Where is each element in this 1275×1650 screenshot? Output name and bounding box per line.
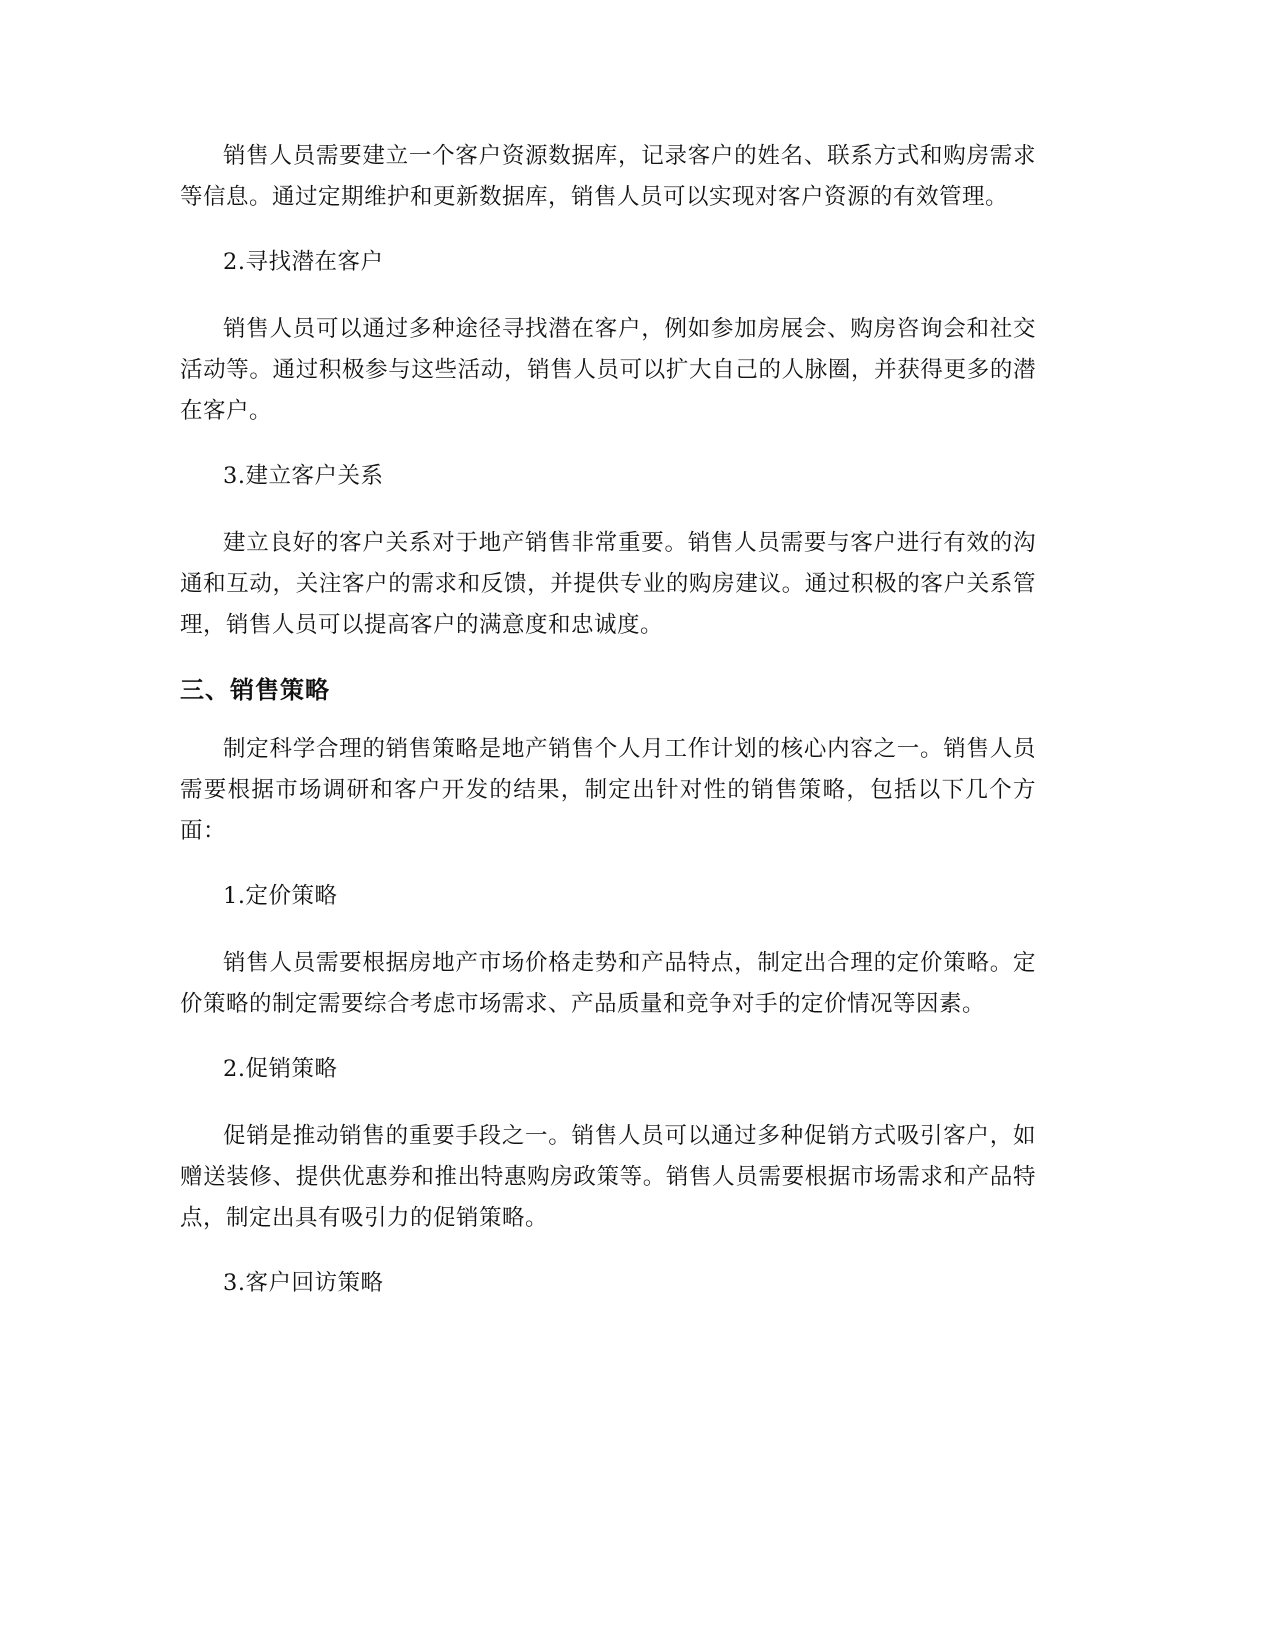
document-body xyxy=(180,136,1036,1330)
paragraph-promotion-strategy: 促销是推动销售的重要手段之一。销售人员可以通过多种促销方式吸引客户，如赠送装修、提供优惠券和推出特惠购房政策等。销售人员需要根据市场需求和产品特点，制定出具有吸引力的促销策略。 xyxy=(180,1123,1036,1231)
paragraph-pricing-strategy: 销售人员需要根据房地产市场价格走势和产品特点，制定出合理的定价策略。定价策略的制定需要综合考虑市场需求、产品质量和竞争对手的定价情况等因素。 xyxy=(180,950,1036,1017)
paragraph-find-potential-clients: 销售人员可以通过多种途径寻找潜在客户，例如参加房展会、购房咨询会和社交活动等。通过积极参与这些活动，销售人员可以扩大自己的人脉圈，并获得更多的潜在客户。 xyxy=(180,316,1036,424)
section-heading-sales-strategy: 三、销售策略 xyxy=(180,676,330,704)
subheading-pricing-strategy: 1.定价策略 xyxy=(223,883,338,909)
paragraph-build-client-relations: 建立良好的客户关系对于地产销售非常重要。销售人员需要与客户进行有效的沟通和互动，关注客户的需求和反馈，并提供专业的购房建议。通过积极的客户关系管理，销售人员可以提高客户的满意度和忠诚度。 xyxy=(180,530,1036,638)
subheading-find-potential-clients: 2.寻找潜在客户 xyxy=(223,249,384,275)
paragraph-client-database: 销售人员需要建立一个客户资源数据库，记录客户的姓名、联系方式和购房需求等信息。通过定期维护和更新数据库，销售人员可以实现对客户资源的有效管理。 xyxy=(180,143,1036,210)
subheading-build-client-relations: 3.建立客户关系 xyxy=(223,463,384,489)
subheading-promotion-strategy: 2.促销策略 xyxy=(223,1056,338,1082)
paragraph-sales-strategy-intro: 制定科学合理的销售策略是地产销售个人月工作计划的核心内容之一。销售人员需要根据市场调研和客户开发的结果，制定出针对性的销售策略，包括以下几个方面： xyxy=(180,736,1036,844)
subheading-client-revisit-strategy: 3.客户回访策略 xyxy=(223,1270,384,1296)
